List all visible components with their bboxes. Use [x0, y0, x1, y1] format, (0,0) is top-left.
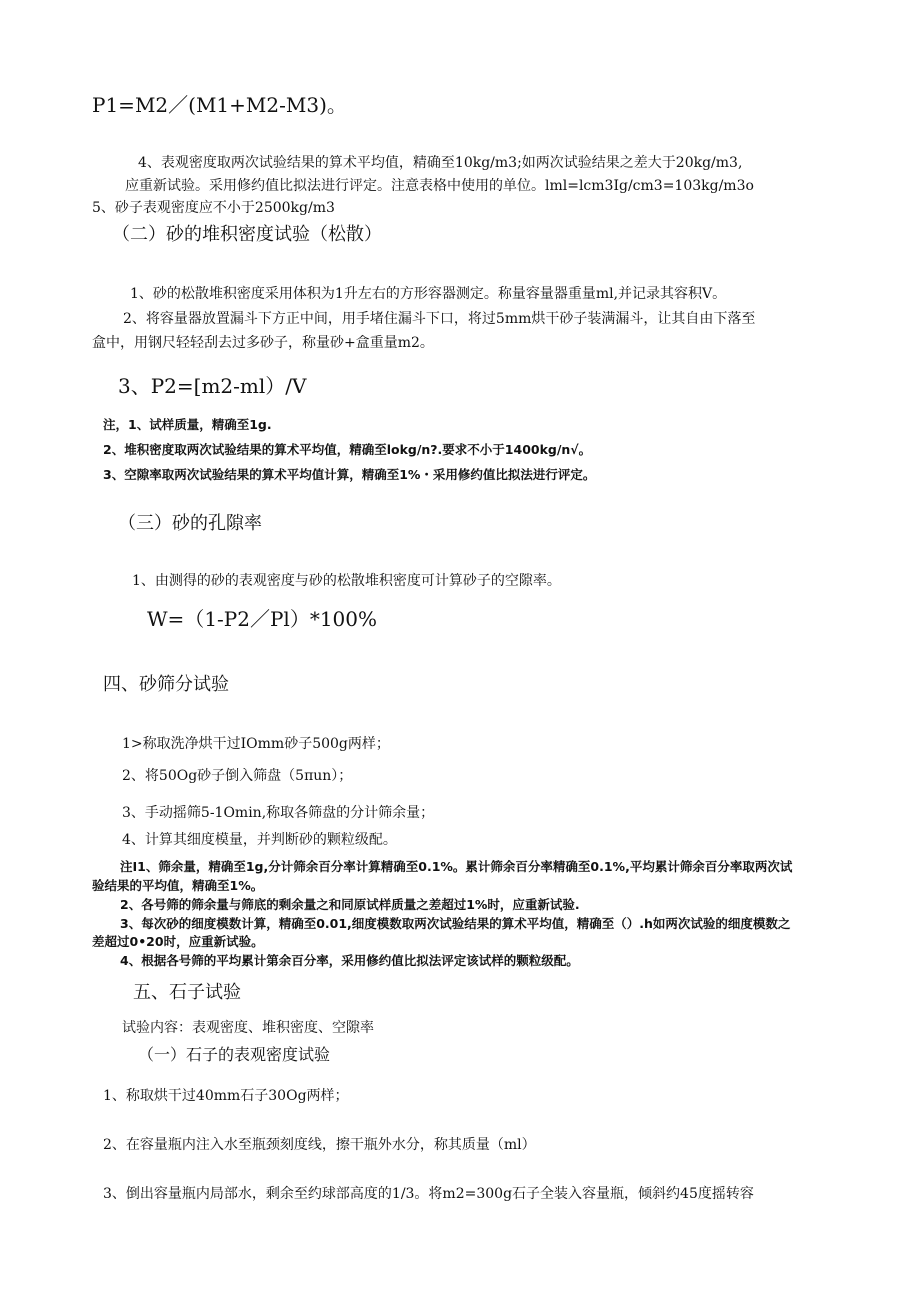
paragraph-line: 5、砂子表观密度应不小于2500kg/m3: [92, 200, 335, 216]
paragraph-line: 1、砂的松散堆积密度采用体积为1升左右的方形容器测定。称量容量器重量ml,并记录其容积V。: [130, 286, 727, 302]
paragraph-line: 4、表观密度取两次试验结果的算术平均值，精确至10kg/m3;如两次试验结果之差大于20kg/m3,: [138, 155, 743, 171]
note-line: 3、空隙率取两次试验结果的算术平均值计算，精确至1%・采用修约值比拟法进行评定。: [103, 467, 596, 482]
section-heading: （二）砂的堆积密度试验（松散）: [112, 224, 382, 245]
chapter-heading: 五、石子试验: [133, 982, 241, 1003]
note-line: 4、根据各号筛的平均累计第余百分率，采用修约值比拟法评定该试样的颗粒级配。: [120, 953, 579, 968]
formula-bulk-density: 3、P2=[m2-ml）/V: [118, 374, 307, 398]
paragraph-line: 试验内容：表观密度、堆积密度、空隙率: [122, 1020, 374, 1036]
paragraph-line: 1>称取洗净烘干过IOmm砂子500g两样；: [122, 736, 390, 752]
paragraph-line: 3、倒出容量瓶内局部水，剩余至约球部高度的1/3。将m2=300g石子全装入容量瓶，倾斜约45度摇转容: [103, 1186, 754, 1202]
chapter-heading: 四、砂筛分试验: [103, 674, 229, 695]
note-line: 3、每次砂的细度模数计算，精确至0.01,细度模数取两次试验结果的算术平均值，精确至（）.h如两次试验的细度模数之: [120, 916, 791, 931]
formula-void-ratio: W=（1-P2／Pl）*100%: [147, 607, 378, 631]
paragraph-line: 2、将容量器放置漏斗下方正中间，用手堵住漏斗下口，将过5mm烘干砂子装满漏斗，让其自由下落至: [123, 311, 756, 327]
section-heading: （三）砂的孔隙率: [118, 513, 262, 534]
section-heading: （一）石子的表观密度试验: [138, 1045, 331, 1064]
paragraph-line: 1、称取烘干过40mm石子30Og两样；: [103, 1088, 349, 1104]
paragraph-line: 应重新试验。采用修约值比拟法进行评定。注意表格中使用的单位。lml=lcm3Ig/cm3=103kg/m3o: [125, 178, 754, 194]
note-line: 注I1、筛余量，精确至1g,分计筛余百分率计算精确至0.1%。累计筛余百分率精确至0.1%,平均累计筛余百分率取两次试: [120, 859, 793, 874]
formula-apparent-density: P1=M2／(M1+M2-M3)。: [92, 93, 347, 117]
note-line: 2、堆积密度取两次试验结果的算术平均值，精确至lokg/n?.要求不小于1400kg/n√。: [103, 442, 592, 457]
paragraph-line: 盒中，用钢尺轻轻刮去过多砂子，称量砂+盒重量m2。: [92, 335, 434, 351]
paragraph-line: 1、由测得的砂的表观密度与砂的松散堆积密度可计算砂子的空隙率。: [132, 573, 561, 589]
paragraph-line: 2、在容量瓶内注入水至瓶颈刻度线，擦干瓶外水分，称其质量（ml）: [103, 1137, 536, 1153]
paragraph-line: 3、手动摇筛5-1Omin,称取各筛盘的分计筛余量；: [122, 805, 435, 821]
paragraph-line: 2、将50Og砂子倒入筛盘（5πun）；: [122, 768, 353, 784]
paragraph-line: 4、计算其细度模量，并判断砂的颗粒级配。: [122, 832, 397, 848]
note-line: 2、各号筛的筛余量与筛底的剩余量之和同原试样质量之差超过1%时，应重新试验.: [120, 897, 580, 912]
note-line: 差超过0•20时，应重新试验。: [92, 934, 264, 949]
note-line: 注，1、试样质量，精确至1g.: [103, 417, 272, 432]
note-line: 验结果的平均值，精确至1%。: [92, 878, 264, 893]
